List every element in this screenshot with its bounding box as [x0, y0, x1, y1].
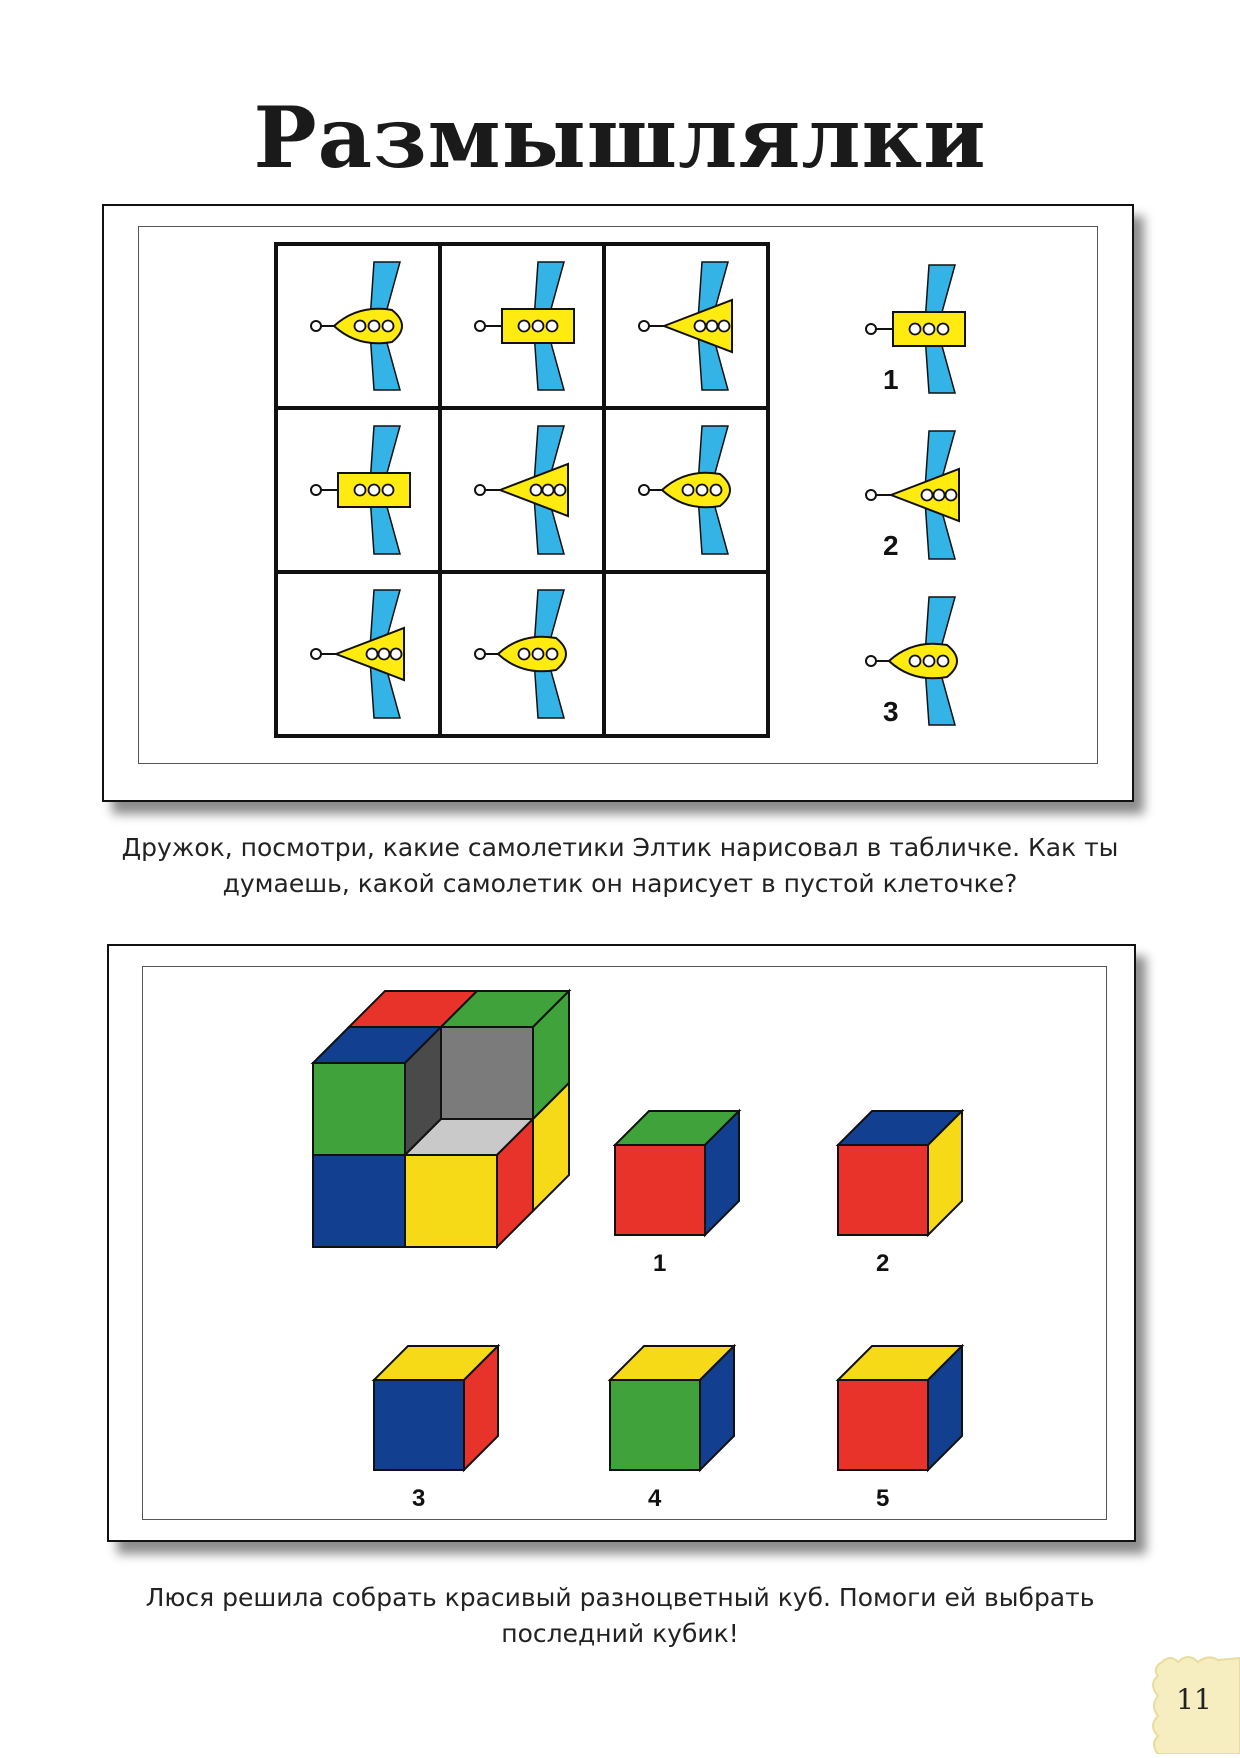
hole-back-wall — [441, 1027, 533, 1119]
option-label: 1 — [653, 1250, 667, 1277]
cube-puzzle-frame — [142, 966, 1107, 1520]
plane-window — [519, 649, 530, 660]
plane-antenna-tip — [311, 321, 321, 331]
plane-antenna-tip — [475, 321, 485, 331]
plane-window — [934, 490, 945, 501]
plane-antenna-tip — [311, 649, 321, 659]
plane-window — [547, 649, 558, 660]
option-cube-1 — [615, 1111, 739, 1235]
plane-window — [924, 656, 935, 667]
plane-antenna-tip — [311, 485, 321, 495]
option-airplane-1 — [866, 265, 965, 393]
plane-window — [533, 649, 544, 660]
cube-puzzle-caption: Люся решила собрать красивый разноцветный куб. Помоги ей выбрать последний кубик! — [145, 1583, 1095, 1648]
empty-cell — [610, 578, 762, 730]
plane-window — [910, 324, 921, 335]
plane-window — [946, 490, 957, 501]
plane-window — [938, 324, 949, 335]
plane-window — [369, 321, 380, 332]
option-label: 2 — [876, 1250, 890, 1277]
cube-puzzle-panel — [107, 944, 1136, 1542]
option-cube-3 — [374, 1346, 498, 1470]
option-label: 1 — [883, 364, 899, 395]
plane-window — [938, 656, 949, 667]
plane-window — [707, 321, 718, 332]
page-number-badge — [1148, 1652, 1240, 1754]
cube-front-face — [313, 1155, 405, 1247]
plane-antenna-tip — [475, 649, 485, 659]
plane-window — [924, 324, 935, 335]
airplane-puzzle-figure — [139, 227, 1097, 763]
option-label: 3 — [883, 696, 899, 727]
plane-window — [355, 485, 366, 496]
plane-window — [555, 485, 566, 496]
plane-window — [379, 649, 390, 660]
option-label: 5 — [876, 1485, 890, 1512]
plane-window — [683, 485, 694, 496]
plane-window — [547, 321, 558, 332]
plane-antenna-tip — [639, 485, 649, 495]
option-cube-2 — [838, 1111, 962, 1235]
cube-front-face — [838, 1380, 928, 1470]
plane-window — [369, 485, 380, 496]
plane-window — [367, 649, 378, 660]
plane-window — [519, 321, 530, 332]
cube-front-face — [374, 1380, 464, 1470]
plane-antenna-tip — [866, 656, 876, 666]
plane-window — [391, 649, 402, 660]
plane-window — [355, 321, 366, 332]
plane-window — [383, 485, 394, 496]
plane-window — [531, 485, 542, 496]
cube-puzzle-figure — [143, 967, 1106, 1519]
cube-front-face — [615, 1145, 705, 1235]
option-label: 3 — [412, 1485, 426, 1512]
cube-front-face — [610, 1380, 700, 1470]
plane-window — [697, 485, 708, 496]
option-airplane-2 — [866, 431, 959, 559]
airplane-puzzle-panel — [102, 204, 1134, 802]
page-number: 11 — [1176, 1683, 1212, 1716]
airplane-puzzle-caption: Дружок, посмотри, какие самолетики Элтик нарисовал в табличке. Как ты думаешь, какой самолетик он нарисует в пустой клеточке? — [121, 833, 1119, 898]
option-airplane-3 — [866, 597, 957, 725]
cube-front-face — [838, 1145, 928, 1235]
option-label: 4 — [648, 1485, 662, 1512]
plane-window — [922, 490, 933, 501]
cube-front-face — [313, 1063, 405, 1155]
cube-front-face — [405, 1155, 497, 1247]
plane-antenna-tip — [866, 490, 876, 500]
airplane-puzzle-frame — [138, 226, 1098, 764]
page-title: Размышлялки — [253, 88, 987, 187]
plane-window — [533, 321, 544, 332]
plane-window — [383, 321, 394, 332]
assembled-cube — [313, 991, 569, 1247]
option-label: 2 — [883, 530, 899, 561]
plane-window — [543, 485, 554, 496]
plane-window — [711, 485, 722, 496]
plane-window — [719, 321, 730, 332]
plane-window — [910, 656, 921, 667]
option-cube-5 — [838, 1346, 962, 1470]
plane-window — [695, 321, 706, 332]
plane-antenna-tip — [866, 324, 876, 334]
option-cube-4 — [610, 1346, 734, 1470]
plane-antenna-tip — [639, 321, 649, 331]
plane-antenna-tip — [475, 485, 485, 495]
